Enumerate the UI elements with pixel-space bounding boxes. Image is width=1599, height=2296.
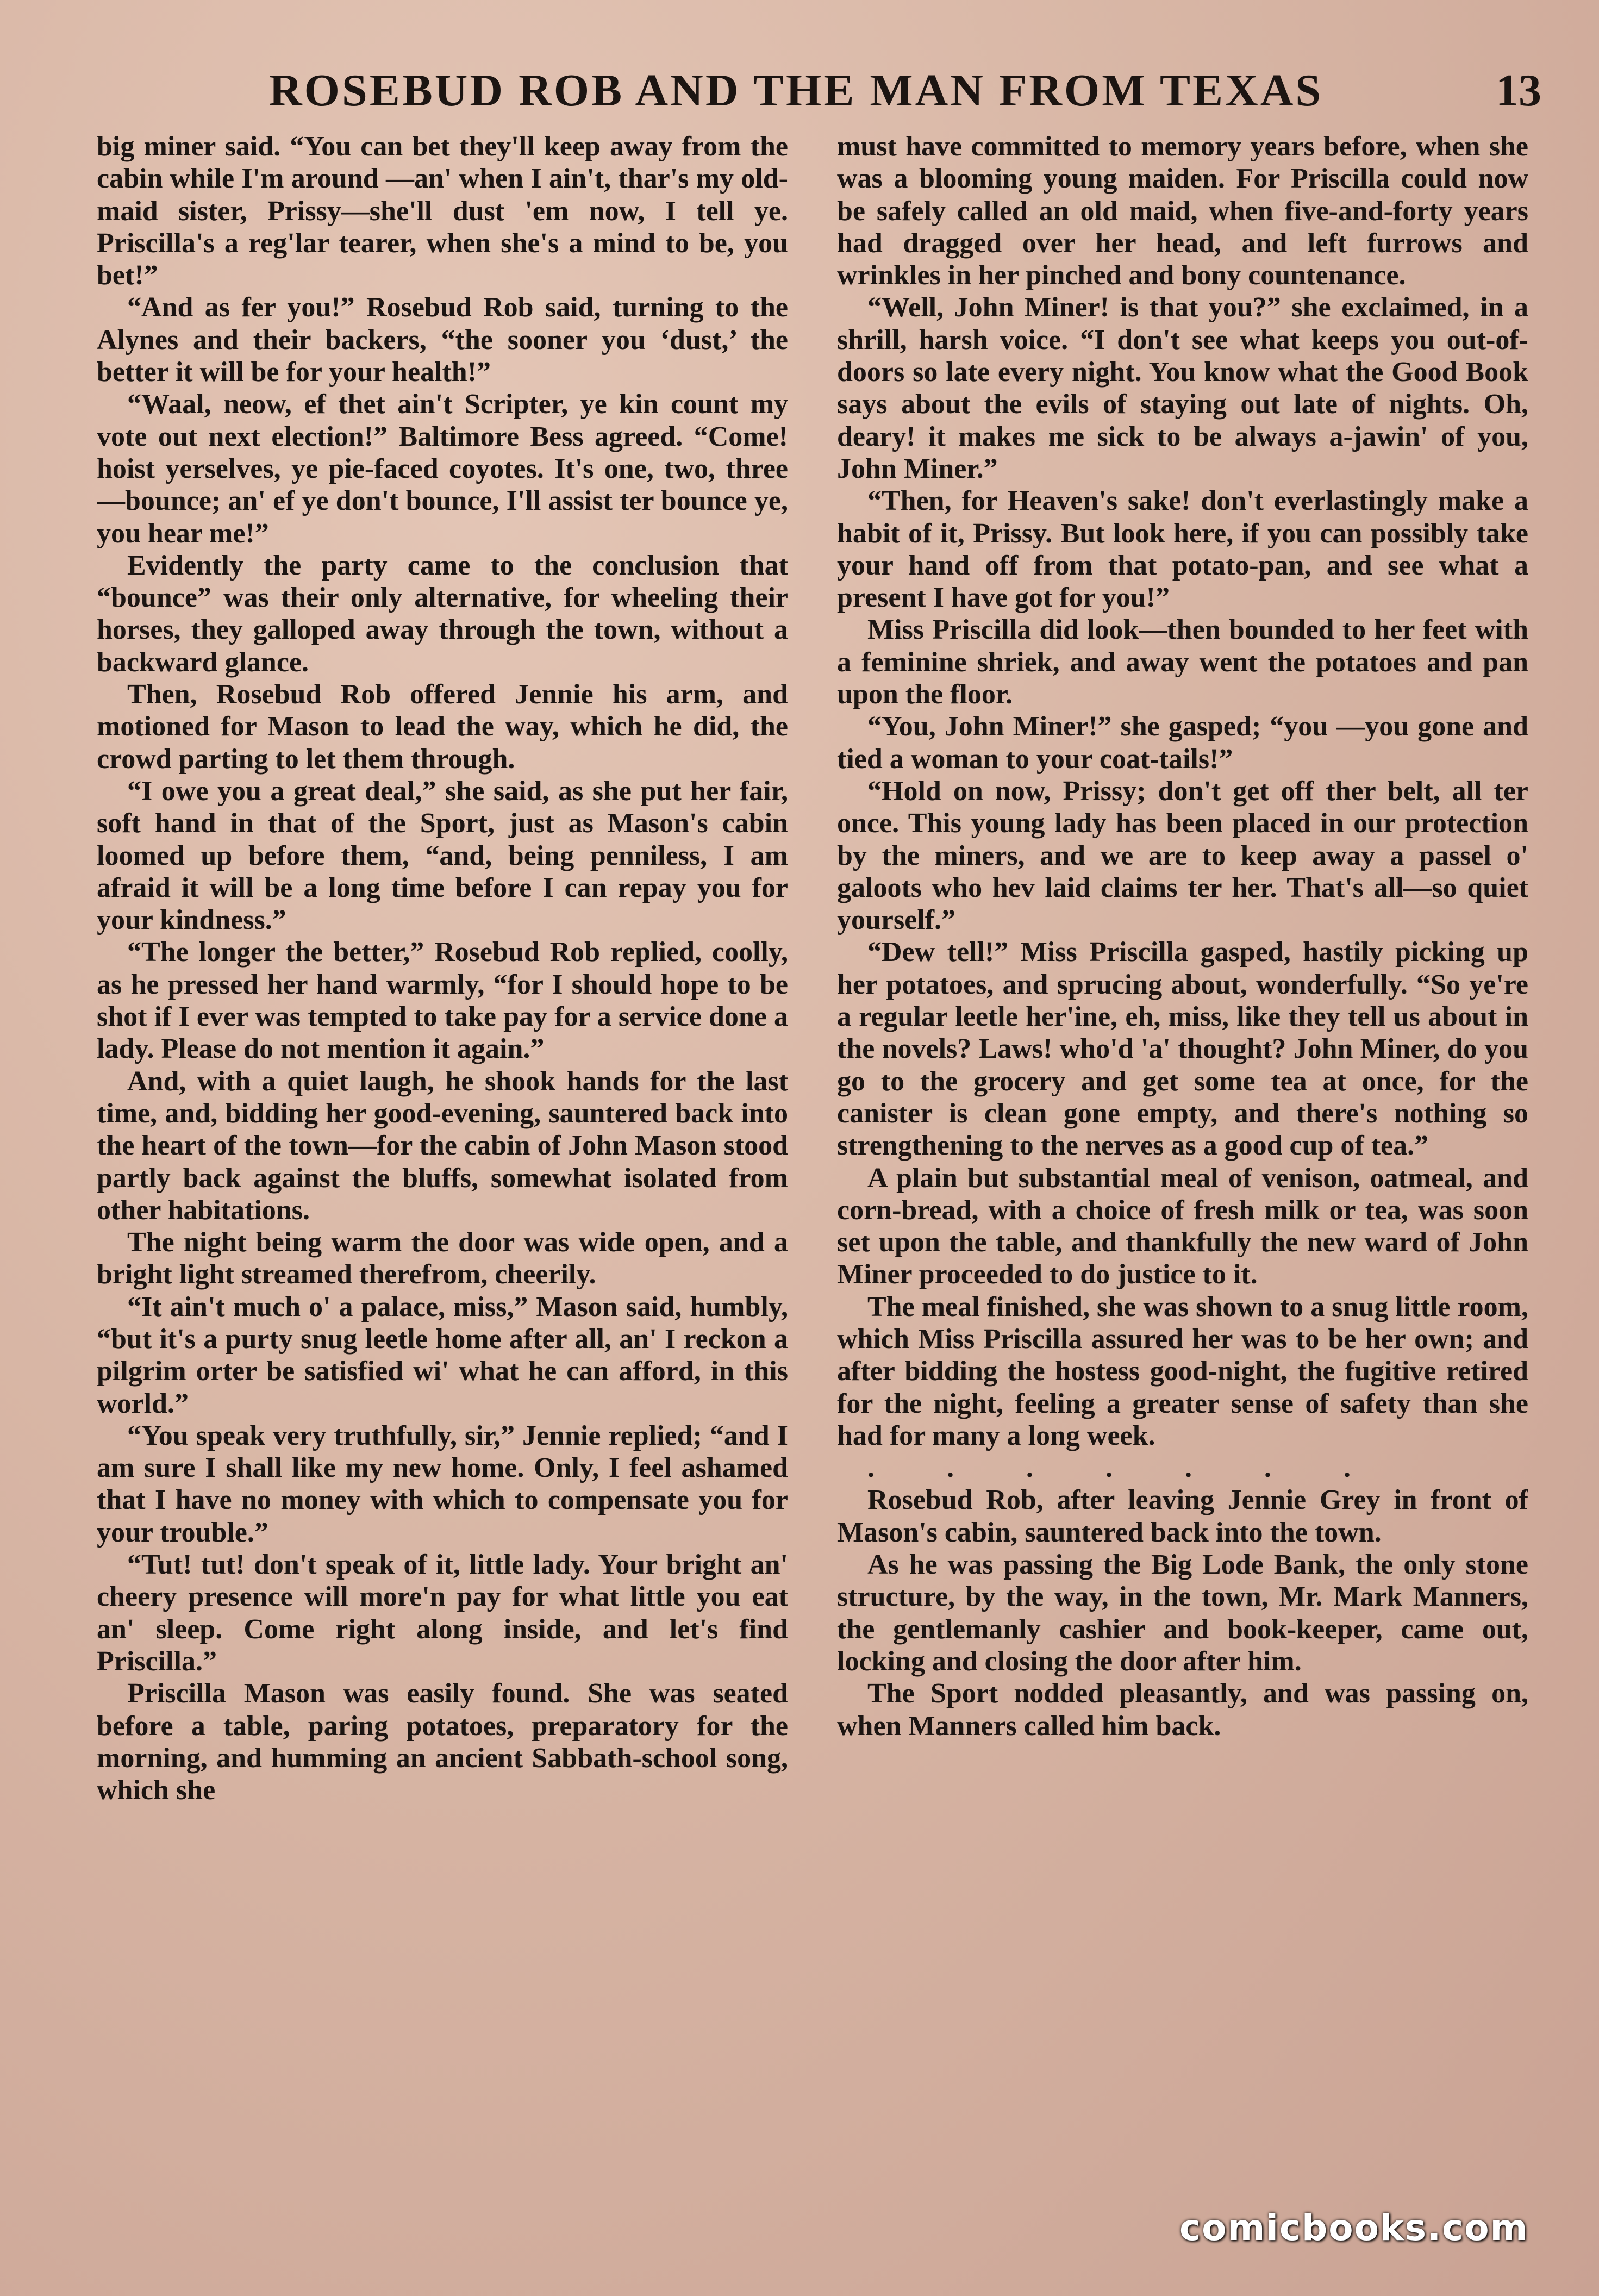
paragraph: “Dew tell!” Miss Priscilla gasped, hastily picking up her potatoes, and sprucing about, wonderfully. “So ye're a regular leetle her'ine, eh, miss, like they tell us about in the novels? Laws! who'd 'a' thought? John Miner, do you go to the grocery and get some tea at once, for the canister is clean gone empty, and there's nothing so strengthening to the nerves as a good cup of tea.” — [837, 937, 1528, 1162]
paragraph: “Waal, neow, ef thet ain't Scripter, ye kin count my vote out next election!” Baltimore Bess agreed. “Come! hoist yerselves, ye pie-faced coyotes. It's one, two, three—bounce; an' ef ye don't bounce, I'll assist ter bounce ye, you hear me!” — [97, 389, 788, 549]
page-number: 13 — [1496, 65, 1541, 116]
watermark: comicbooks.com — [1179, 2207, 1529, 2249]
paragraph: big miner said. “You can bet they'll keep away from the cabin while I'm around —an' when I ain't, thar's my old-maid sister, Prissy—she'll dust 'em now, I tell ye. Priscilla's a reg'lar tearer, when she's a mind to be, you bet!” — [97, 131, 788, 291]
paragraph: “I owe you a great deal,” she said, as she put her fair, soft hand in that of the Sport, just as Mason's cabin loomed up before them, “and, being penniless, I am afraid it will be a long time before I can repay you for your kindness.” — [97, 775, 788, 936]
running-title: ROSEBUD ROB AND THE MAN FROM TEXAS — [269, 65, 1323, 116]
paragraph: “Then, for Heaven's sake! don't everlastingly make a habit of it, Prissy. But look here, if you can possibly take your hand off from that potato-pan, and see what a present I have got for you!” — [837, 485, 1528, 614]
left-column — [97, 130, 788, 2196]
paragraph: must have committed to memory years before, when she was a blooming young maiden. For Priscilla could now be safely called an old maid, when five-and-forty years had dragged over her head, and left furrows and wrinkles in her pinched and bony countenance. — [837, 131, 1528, 291]
section-break: . . . . . . . — [867, 1452, 1383, 1484]
paragraph: “Well, John Miner! is that you?” she exclaimed, in a shrill, harsh voice. “I don't see what keeps you out-of-doors so late every night. You know what the Good Book says about the evils of staying out late of nights. Oh, deary! it makes me sick to be always a-jawin' of you, John Miner.” — [837, 292, 1528, 484]
paragraph: As he was passing the Big Lode Bank, the only stone structure, by the way, in the town, Mr. Mark Manners, the gentlemanly cashier and book-keeper, came out, locking and closing the door after him. — [837, 1549, 1528, 1677]
paragraph: Evidently the party came to the conclusion that “bounce” was their only alternative, for wheeling their horses, they galloped away through the town, without a backward glance. — [97, 550, 788, 678]
page-header — [0, 64, 1599, 124]
paragraph: Then, Rosebud Rob offered Jennie his arm, and motioned for Mason to lead the way, which he did, the crowd parting to let them through. — [97, 679, 788, 775]
paragraph: The Sport nodded pleasantly, and was passing on, when Manners called him back. — [837, 1678, 1528, 1742]
paragraph: “And as fer you!” Rosebud Rob said, turning to the Alynes and their backers, “the sooner you ‘dust,’ the better it will be for your health!” — [97, 292, 788, 388]
paragraph: “Hold on now, Prissy; don't get off ther belt, all ter once. This young lady has been placed in our protection by the miners, and we are to keep away a passel o' galoots who hev laid claims ter her. That's all—so quiet yourself.” — [837, 775, 1528, 936]
paragraph: And, with a quiet laugh, he shook hands for the last time, and, bidding her good-evening, sauntered back into the heart of the town—for the cabin of John Mason stood partly back against the bluffs, somewhat isolated from other habitations. — [97, 1065, 788, 1226]
paragraph: “Tut! tut! don't speak of it, little lady. Your bright an' cheery presence will more'n pay for what little you eat an' sleep. Come right along inside, and let's find Priscilla.” — [97, 1549, 788, 1677]
paragraph: A plain but substantial meal of venison, oatmeal, and corn-bread, with a choice of fresh milk or tea, was soon set upon the table, and thankfully the new ward of John Miner proceeded to do justice to it. — [837, 1162, 1528, 1290]
paragraph: “The longer the better,” Rosebud Rob replied, coolly, as he pressed her hand warmly, “for I should hope to be shot if I ever was tempted to take pay for a service done a lady. Please do not mention it again.” — [97, 937, 788, 1065]
paragraph: The meal finished, she was shown to a snug little room, which Miss Priscilla assured her was to be her own; and after bidding the hostess good-night, the fugitive retired for the night, feeling a greater sense of safety than she had for many a long week. — [837, 1291, 1528, 1451]
paragraph: The night being warm the door was wide open, and a bright light streamed therefrom, cheerily. — [97, 1227, 788, 1290]
paragraph: Miss Priscilla did look—then bounded to her feet with a feminine shriek, and away went the potatoes and pan upon the floor. — [837, 614, 1528, 710]
right-column — [837, 130, 1528, 2196]
paragraph: “It ain't much o' a palace, miss,” Mason said, humbly, “but it's a purty snug leetle home after all, an' I reckon a pilgrim orter be satisfied wi' what he can afford, in this world.” — [97, 1291, 788, 1419]
paragraph: Rosebud Rob, after leaving Jennie Grey in front of Mason's cabin, sauntered back into the town. — [837, 1484, 1528, 1548]
paragraph: Priscilla Mason was easily found. She was seated before a table, paring potatoes, preparatory for the morning, and humming an ancient Sabbath-school song, which she — [97, 1678, 788, 1806]
paragraph: “You, John Miner!” she gasped; “you —you gone and tied a woman to your coat-tails!” — [837, 711, 1528, 775]
paragraph: “You speak very truthfully, sir,” Jennie replied; “and I am sure I shall like my new home. Only, I feel ashamed that I have no money with which to compensate you for your trouble.” — [97, 1420, 788, 1548]
